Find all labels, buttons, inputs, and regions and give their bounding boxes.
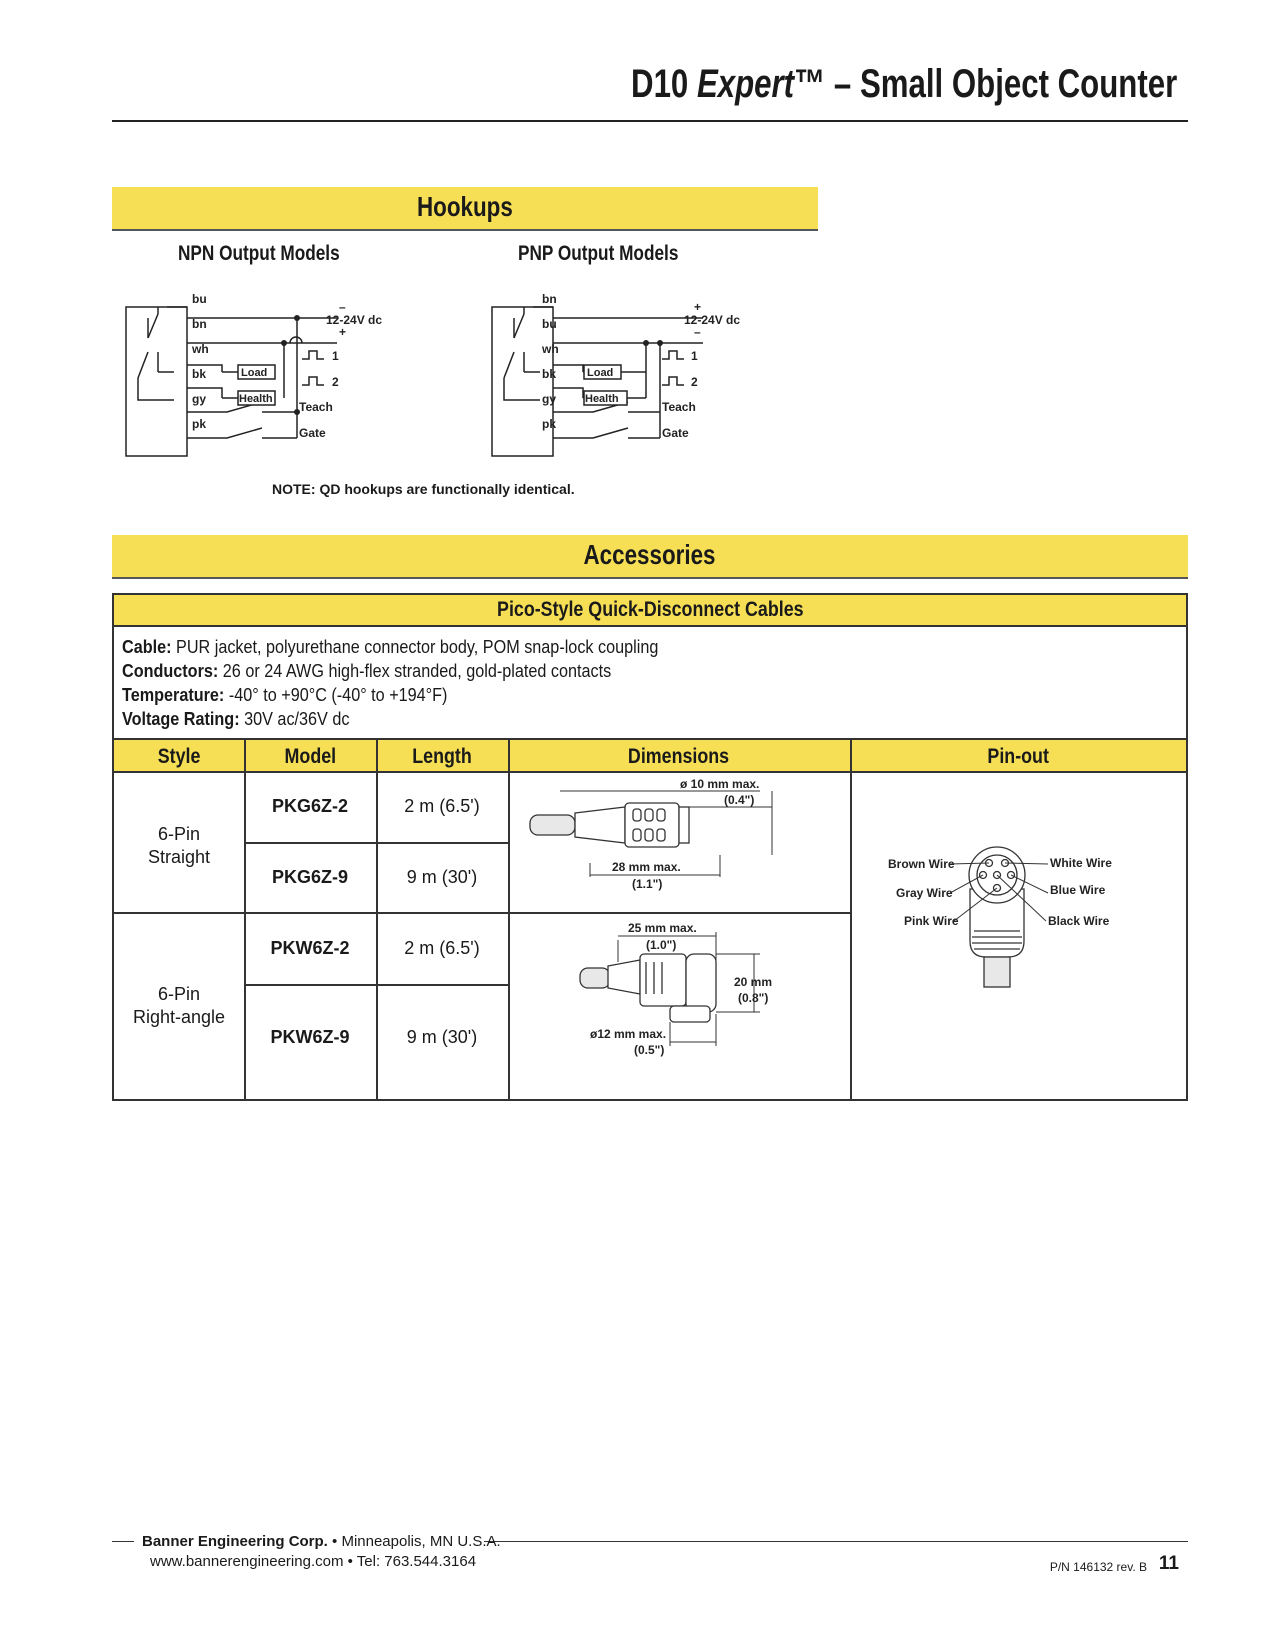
npn-out1: 1 — [332, 349, 339, 363]
npn-health-label: Health — [239, 393, 273, 405]
footer-part-number: P/N 146132 rev. B — [1049, 1560, 1147, 1574]
footer-contact: www.bannerengineering.com • Tel: 763.544.3164 — [150, 1553, 477, 1570]
length-pkg6z-9: 9 m (30') — [406, 867, 478, 887]
pin-pink: Pink Wire — [904, 914, 959, 928]
h-border-row3 — [244, 984, 510, 986]
pnp-wiring-diagram — [478, 290, 798, 465]
npn-wiring-diagram — [112, 290, 432, 465]
length-pkw6z-9: 9 m (30') — [406, 1027, 478, 1047]
footer-rule-right — [484, 1541, 1188, 1542]
npn-wire-bu: bu — [192, 292, 207, 306]
right-width: 25 mm max. — [628, 921, 697, 935]
header-rule — [112, 120, 1188, 122]
hookups-section-bar — [112, 187, 818, 231]
col-style: Style — [157, 745, 201, 768]
col-pinout: Pin-out — [987, 745, 1049, 768]
right-angle-connector-drawing — [510, 914, 850, 1099]
pin-blue: Blue Wire — [1050, 883, 1106, 897]
pnp-load-label: Load — [587, 367, 614, 379]
npn-out2: 2 — [332, 375, 339, 389]
spec-cable: Cable: PUR jacket, polyurethane connector body, POM snap-lock coupling — [122, 637, 659, 657]
pnp-wire-pk: pk — [542, 417, 557, 431]
accessories-table — [112, 593, 1188, 1101]
straight-diameter-in: (0.4") — [724, 793, 755, 807]
npn-load-label: Load — [241, 367, 268, 379]
npn-wire-gy: gy — [192, 392, 207, 406]
model-pkg6z-9: PKG6Z-9 — [271, 867, 349, 887]
pnp-sign-bottom: – — [694, 325, 701, 339]
npn-title: NPN Output Models — [178, 242, 340, 265]
npn-sign-bottom: + — [339, 325, 347, 339]
col-length: Length — [412, 745, 472, 768]
npn-wire-bn: bn — [192, 317, 207, 331]
table-title-row — [114, 595, 1186, 627]
pnp-teach: Teach — [662, 400, 696, 414]
npn-wire-bk: bk — [192, 367, 207, 381]
pnp-out1: 1 — [691, 349, 698, 363]
pnp-out2: 2 — [691, 375, 698, 389]
footer-company: Banner Engineering Corp. • Minneapolis, MN U.S.A. — [142, 1533, 501, 1550]
right-height-in: (0.8") — [738, 991, 769, 1005]
pnp-health-label: Health — [585, 393, 619, 405]
pnp-wire-bn: bn — [542, 292, 557, 306]
footer-rule-left — [112, 1541, 134, 1542]
pnp-gate: Gate — [662, 426, 689, 440]
pnp-wire-bu: bu — [542, 317, 557, 331]
pin-black: Black Wire — [1048, 914, 1110, 928]
page-number: 11 — [1158, 1553, 1179, 1574]
straight-length-in: (1.1") — [632, 877, 663, 891]
pnp-sign-top: + — [694, 300, 702, 314]
npn-supply: 12-24V dc — [326, 313, 383, 327]
model-pkw6z-2: PKW6Z-2 — [270, 938, 350, 958]
npn-gate: Gate — [299, 426, 326, 440]
style-straight: 6-Pin Straight — [147, 824, 211, 867]
length-pkg6z-2: 2 m (6.5') — [404, 796, 480, 816]
h-border-row1 — [244, 842, 510, 844]
pin-gray: Gray Wire — [896, 886, 953, 900]
pnp-supply: 12-24V dc — [684, 313, 741, 327]
pnp-wire-bk: bk — [542, 367, 557, 381]
title-italic: Expert — [696, 62, 794, 106]
pin-brown: Brown Wire — [888, 857, 955, 871]
pnp-wire-gy: gy — [542, 392, 557, 406]
right-diameter-in: (0.5") — [634, 1043, 665, 1057]
hookups-title: Hookups — [417, 191, 513, 222]
straight-connector-drawing — [510, 771, 850, 911]
pnp-wire-wh: wh — [542, 342, 559, 356]
model-pkw6z-9: PKW6Z-9 — [270, 1027, 350, 1047]
style-right-angle: 6-Pin Right-angle — [132, 984, 226, 1027]
pinout-drawing — [852, 771, 1186, 1099]
npn-teach: Teach — [299, 400, 333, 414]
length-pkw6z-2: 2 m (6.5') — [404, 938, 480, 958]
hookup-note: NOTE: QD hookups are functionally identical. — [272, 481, 575, 497]
col-dimensions: Dimensions — [628, 745, 730, 768]
spec-temperature: Temperature: -40° to +90°C (-40° to +194°F) — [122, 685, 448, 705]
pin-white: White Wire — [1050, 856, 1112, 870]
npn-wire-pk: pk — [192, 417, 207, 431]
page-title-wrap — [477, 62, 1177, 107]
page-title — [631, 62, 1177, 107]
accessories-title: Accessories — [583, 539, 716, 570]
right-height: 20 mm — [734, 975, 773, 989]
npn-wire-wh: wh — [192, 342, 209, 356]
spec-conductors: Conductors: 26 or 24 AWG high-flex stranded, gold-plated contacts — [122, 661, 612, 681]
title-prefix: D10 — [630, 62, 697, 106]
table-title: Pico-Style Quick-Disconnect Cables — [496, 598, 804, 621]
npn-sign-top: – — [339, 300, 346, 314]
model-pkg6z-2: PKG6Z-2 — [271, 796, 349, 816]
right-width-in: (1.0") — [646, 938, 677, 952]
accessories-section-bar — [112, 535, 1188, 579]
title-suffix: ™ – Small Object Counter — [793, 62, 1177, 106]
col-model: Model — [284, 745, 336, 768]
pnp-title: PNP Output Models — [518, 242, 679, 265]
straight-diameter: ø 10 mm max. — [680, 777, 760, 791]
spec-voltage: Voltage Rating: 30V ac/36V dc — [122, 709, 350, 729]
right-diameter: ø12 mm max. — [590, 1027, 667, 1041]
straight-length: 28 mm max. — [612, 860, 681, 874]
